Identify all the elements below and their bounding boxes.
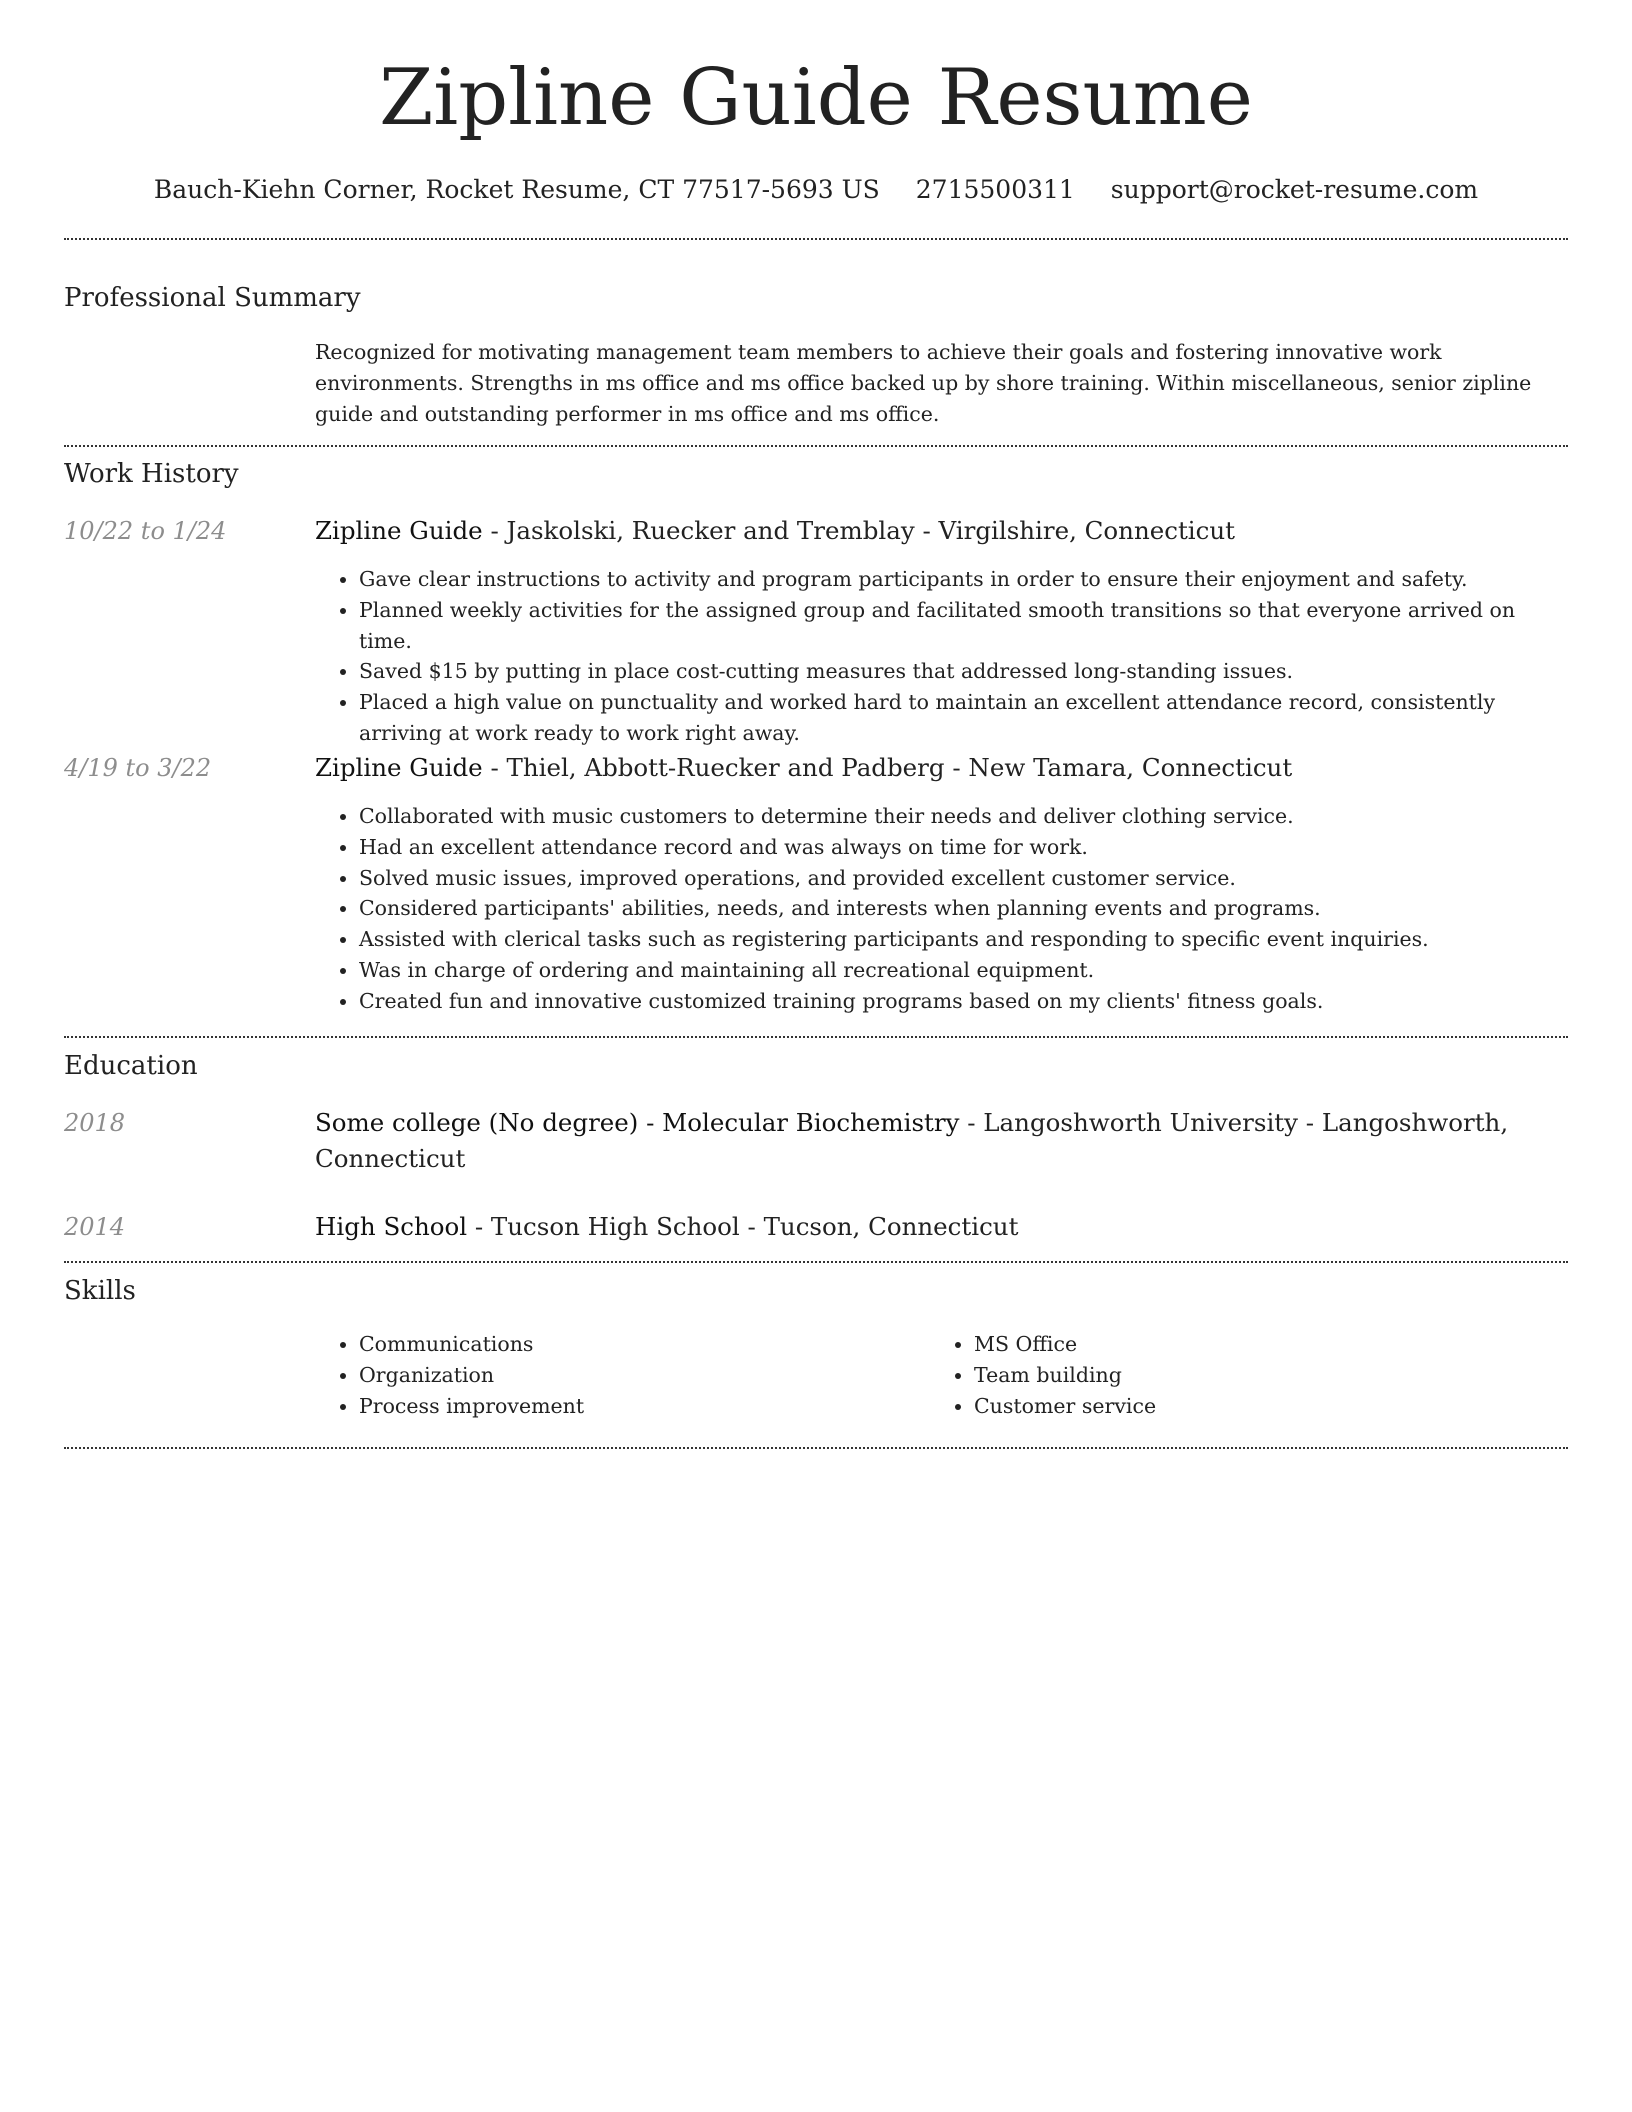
education-school: - Langoshworth University - Langoshworth, Connecticut: [315, 1108, 1509, 1173]
list-item: • Placed a high value on punctuality and worked hard to maintain an excellent attendance record, consistently arriving at work ready to work right away.: [359, 687, 1568, 749]
skill-item: • Communications: [359, 1329, 915, 1360]
section-heading-skills: Skills: [64, 1276, 136, 1306]
education-school: - Tucson High School - Tucson, Connecticut: [467, 1212, 1019, 1241]
skill-item: • Process improvement: [359, 1391, 915, 1422]
list-item: • Planned weekly activities for the assigned group and facilitated smooth transitions so that everyone arrived on time.: [359, 595, 1568, 657]
list-item: • Solved music issues, improved operations, and provided excellent customer service.: [359, 863, 1568, 894]
education-year: 2014: [64, 1213, 126, 1241]
section-heading-education: Education: [64, 1051, 198, 1081]
divider: [64, 238, 1568, 240]
list-item: • Had an excellent attendance record and was always on time for work.: [359, 832, 1568, 863]
education-degree: High School: [315, 1212, 468, 1241]
list-item: • Gave clear instructions to activity and program participants in order to ensure their enjoyment and safety.: [359, 564, 1568, 595]
skills-list-right: [930, 1329, 1530, 1421]
summary-text: Recognized for motivating management team members to achieve their goals and fostering innovative work environments. Strengths in ms office and ms office backed up by shore training. Within miscellaneous, senior zipline guide and outstanding performer in ms office and ms office.: [315, 340, 1532, 426]
list-item: • Considered participants' abilities, needs, and interests when planning events and programs.: [359, 893, 1568, 924]
skill-item: • Organization: [359, 1360, 915, 1391]
resume-title: Zipline Guide Resume: [379, 53, 1253, 143]
list-item: • Collaborated with music customers to determine their needs and deliver clothing service.: [359, 801, 1568, 832]
skill-item: • Team building: [974, 1360, 1530, 1391]
job-employer: - Jaskolski, Ruecker and Tremblay - Virgilshire, Connecticut: [482, 516, 1235, 545]
list-item: • Created fun and innovative customized training programs based on my clients' fitness goals.: [359, 986, 1568, 1017]
list-item: • Was in charge of ordering and maintaining all recreational equipment.: [359, 955, 1568, 986]
job-heading: [315, 513, 1568, 549]
job-dates: 4/19 to 3/22: [64, 754, 212, 782]
education-entry: [315, 1209, 1568, 1245]
job-bullets: [315, 564, 1568, 749]
education-entry: [315, 1105, 1568, 1177]
job-employer: - Thiel, Abbott-Ruecker and Padberg - New Tamara, Connecticut: [482, 753, 1293, 782]
list-item: • Assisted with clerical tasks such as registering participants and responding to specific event inquiries.: [359, 924, 1568, 955]
divider: [64, 445, 1568, 447]
contact-phone: 2715500311: [915, 175, 1075, 204]
job-dates: 10/22 to 1/24: [64, 517, 227, 545]
skill-item: • MS Office: [974, 1329, 1530, 1360]
job-title: Zipline Guide: [315, 753, 483, 782]
contact-address: Bauch-Kiehn Corner, Rocket Resume, CT 77517-5693 US: [153, 175, 880, 204]
section-heading-summary: Professional Summary: [64, 283, 361, 313]
job-title: Zipline Guide: [315, 516, 483, 545]
divider: [64, 1261, 1568, 1263]
contact-email: support@rocket-resume.com: [1110, 175, 1479, 204]
section-heading-work: Work History: [64, 459, 239, 489]
education-degree: Some college (No degree) - Molecular Biochemistry: [315, 1108, 960, 1137]
contact-line: [0, 170, 1632, 210]
divider: [64, 1447, 1568, 1449]
job-bullets: [315, 801, 1568, 1017]
skill-item: • Customer service: [974, 1391, 1530, 1422]
skills-list-left: [315, 1329, 915, 1421]
divider: [64, 1036, 1568, 1038]
education-year: 2018: [64, 1109, 126, 1137]
job-heading: [315, 750, 1568, 786]
list-item: • Saved $15 by putting in place cost-cutting measures that addressed long-standing issues.: [359, 656, 1568, 687]
